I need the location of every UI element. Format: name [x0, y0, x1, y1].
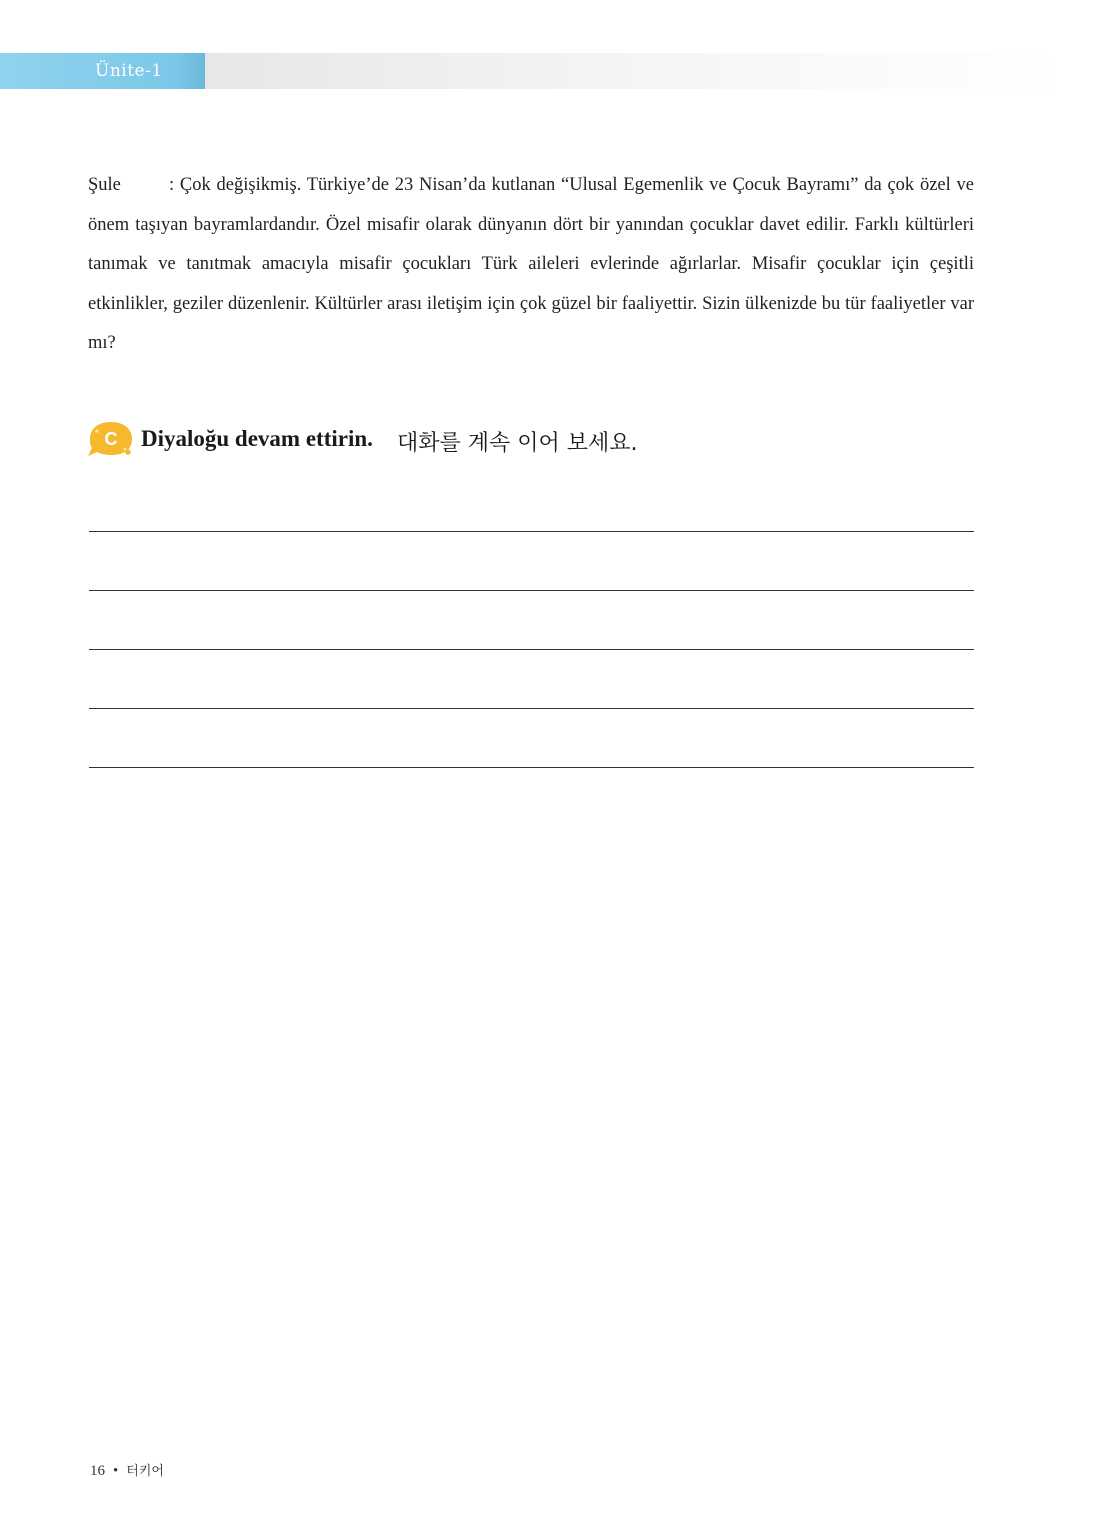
speech-bubble-icon	[84, 419, 136, 459]
task-prompt: Diyaloğu devam ettirin.	[141, 426, 373, 451]
answer-line[interactable]	[89, 531, 974, 532]
footer-separator: •	[113, 1463, 119, 1479]
answer-line[interactable]	[89, 590, 974, 591]
task-prompt-korean: 대화를 계속 이어 보세요.	[397, 431, 638, 456]
unit-label: Ünite-1	[95, 61, 163, 81]
dialogue-paragraph	[88, 166, 974, 364]
page-footer	[90, 1460, 164, 1480]
task-heading	[84, 417, 784, 461]
page-number: 16	[90, 1463, 105, 1479]
unit-tab	[0, 53, 205, 89]
answer-line[interactable]	[89, 708, 974, 709]
task-letter: C	[104, 429, 118, 449]
book-title: 터키어	[126, 1464, 164, 1479]
dialogue-text: : Çok değişikmiş. Türkiye’de 23 Nisan’da kutlanan “Ulusal Egemenlik ve Çocuk Bayramı” da çok özel ve önem taşıyan bayramlardandır. Özel misafir olarak dünyanın dört bir yanından çocuklar davet edilir. Farklı kültürleri tanımak ve tanıtmak amacıyla misafir çocukları Türk aileleri evlerinde ağırlarlar. Misafir çocuklar için çeşitli etkinlikler, geziler düzenlenir. Kültürler arası iletişim için çok güzel bir faaliyettir. Sizin ülkenizde bu tür faaliyetler var mı?	[88, 175, 974, 353]
answer-line[interactable]	[89, 649, 974, 650]
speaker-name: Şule	[88, 175, 121, 195]
answer-line[interactable]	[89, 767, 974, 768]
